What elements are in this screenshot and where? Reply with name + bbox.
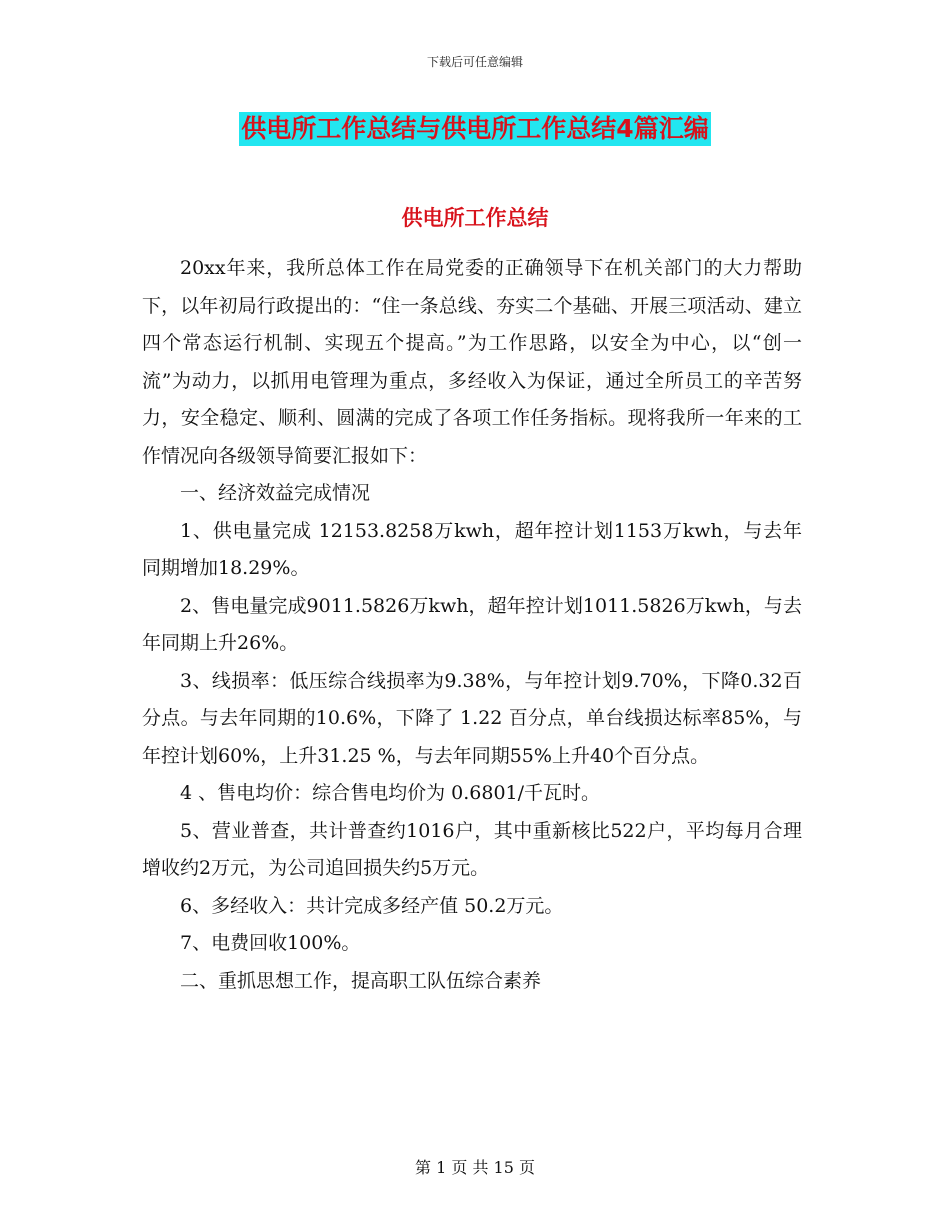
paragraph-power-sales: 2、售电量完成9011.5826万kwh，超年控计划1011.5826万kwh，与去年同期上升26%。 [142, 594, 802, 654]
document-title: 供电所工作总结与供电所工作总结4篇汇编 [239, 112, 710, 146]
paragraph-intro: 20xx年来，我所总体工作在局党委的正确领导下在机关部门的大力帮助下，以年初局行政提出的：“住一条总线、夯实二个基础、开展三项活动、建立四个常态运行机制、实现五个提高。”为工作思路，以安全为中心，以“创一流”为动力，以抓用电管理为重点，多经收入为保证，通过全所员工的辛苦努力，安全稳定、顺利、圆满的完成了各项工作任务指标。现将我所一年来的工作情况向各级领导简要汇报如下： [142, 257, 802, 467]
paragraph-average-price: 4 、售电均价：综合售电均价为 0.6801/千瓦时。 [180, 782, 601, 804]
paragraph-diversified-income: 6、多经收入：共计完成多经产值 50.2万元。 [180, 894, 564, 917]
paragraph-business-survey: 5、营业普查，共计普查约1016户，其中重新核比522户，平均每月合理增收约2万元，为公司追回损失约5万元。 [142, 819, 802, 879]
paragraph-line-loss: 3、线损率：低压综合线损率为9.38%，与年控计划9.70%，下降0.32百分点。与去年同期的10.6%，下降了 1.22 百分点，单台线损达标率85%，与年控计划60%，上升31.25 %，与去年同期55%上升40个百分点。 [142, 669, 802, 767]
heading-economic-results: 一、经济效益完成情况 [180, 482, 371, 504]
paragraph-power-supply: 1、供电量完成 12153.8258万kwh，超年控计划1153万kwh，与去年同期增加18.29%。 [142, 519, 802, 579]
document-body [142, 250, 802, 1000]
heading-ideological-work: 二、重抓思想工作，提高职工队伍综合素养 [180, 969, 542, 992]
header-note: 下载后可任意编辑 [426, 55, 523, 69]
section-title: 供电所工作总结 [401, 206, 549, 230]
paragraph-fee-recovery: 7、电费回收100%。 [180, 932, 361, 954]
page-number: 第 1 页 共 15 页 [415, 1158, 535, 1177]
document-title-container [0, 112, 950, 146]
